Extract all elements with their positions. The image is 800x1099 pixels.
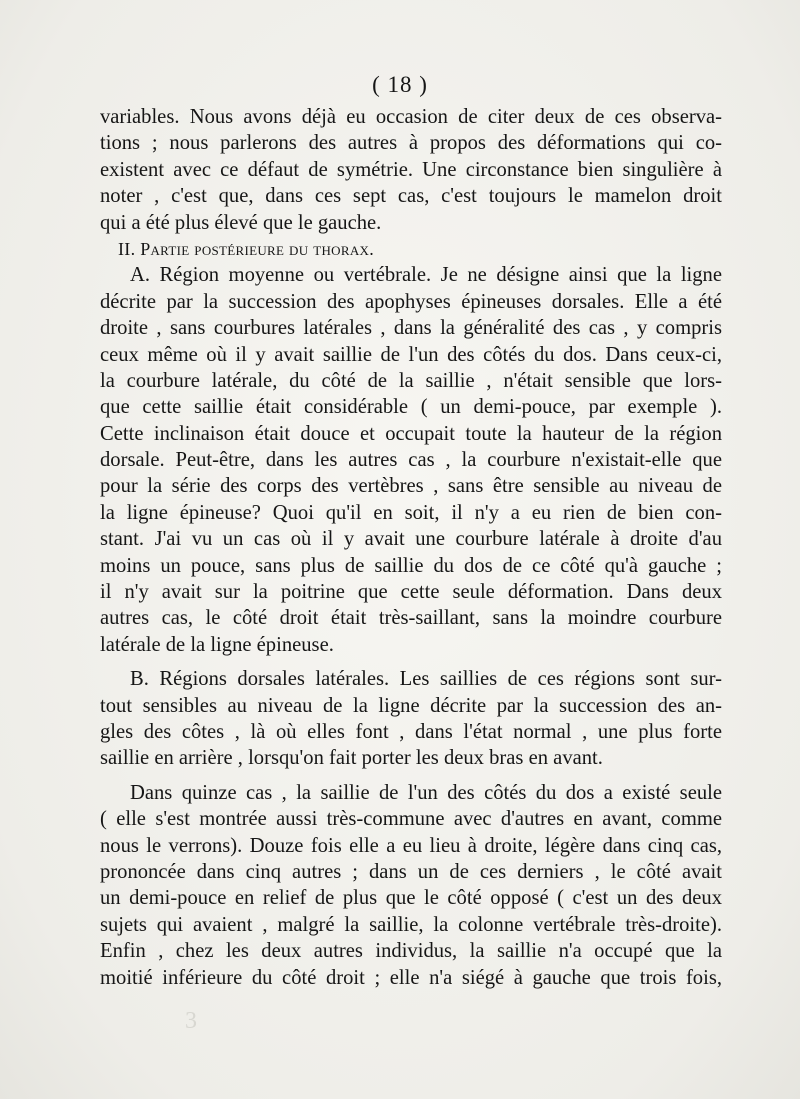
text-line: ( elle s'est montrée aussi très-commune avec d'autres en avant, comme <box>100 808 722 831</box>
text-line: Dans quinze cas , la saillie de l'un des côtés du dos a existé seule <box>130 781 722 804</box>
paragraph-gap <box>100 658 722 666</box>
text-line: il n'y avait sur la poitrine que cette seule déformation. Dans deux <box>100 581 722 604</box>
text-line: saillie en arrière , lorsqu'on fait porter les deux bras en avant. <box>100 747 603 770</box>
text-line: prononcée dans cinq autres ; dans un de ces derniers , le côté avait <box>100 860 722 883</box>
text-line: noter , c'est que, dans ces sept cas, c'est toujours le mamelon droit <box>100 185 722 208</box>
text-line: stant. J'ai vu un cas où il y avait une courbure latérale à droite d'au <box>100 528 722 551</box>
text-line: tions ; nous parlerons des autres à propos des déformations qui co- <box>100 132 722 155</box>
text-line: tout sensibles au niveau de la ligne décrite par la succession des an- <box>100 694 722 717</box>
text-line: A. Région moyenne ou vertébrale. Je ne désigne ainsi que la ligne <box>130 264 722 287</box>
section-heading: II. Partie postérieure du thorax. <box>118 238 374 259</box>
text-line: nous le verrons). Douze fois elle a eu lieu à droite, légère dans cinq cas, <box>100 834 722 857</box>
text-line: la ligne épineuse? Quoi qu'il en soit, il n'y a eu rien de bien con- <box>100 501 722 524</box>
text-line: ceux même où il y avait saillie de l'un des côtés du dos. Dans ceux-ci, <box>100 343 722 366</box>
text-line: que cette saillie était considérable ( un demi-pouce, par exemple ). <box>100 396 722 419</box>
text-line: pour la série des corps des vertèbres , sans être sensible au niveau de <box>100 475 722 498</box>
text-line: latérale de la ligne épineuse. <box>100 633 334 656</box>
bleed-through-mark: 3 <box>185 1008 197 1034</box>
text-line: B. Régions dorsales latérales. Les saillies de ces régions sont sur- <box>130 668 722 691</box>
text-line: variables. Nous avons déjà eu occasion de citer deux de ces observa- <box>100 106 722 128</box>
text-line: Enfin , chez les deux autres individus, la saillie n'a occupé que la <box>100 940 722 963</box>
text-line: gles des côtes , là où elles font , dans l'état normal , une plus forte <box>100 720 722 743</box>
text-line: droite , sans courbures latérales , dans la généralité des cas , y compris <box>100 317 722 340</box>
text-line: sujets qui avaient , malgré la saillie, la colonne vertébrale très-droite). <box>100 913 722 936</box>
text-line: Cette inclinaison était douce et occupait toute la hauteur de la région <box>100 422 722 445</box>
text-line: décrite par la succession des apophyses épineuses dorsales. Elle a été <box>100 290 722 313</box>
text-line: un demi-pouce en relief de plus que le côté opposé ( c'est un des deux <box>100 887 722 910</box>
text-line: moins un pouce, sans plus de saillie du dos de ce côté qu'à gauche ; <box>100 554 722 577</box>
text-line: moitié inférieure du côté droit ; elle n'a siégé à gauche que trois fois, <box>100 966 722 989</box>
text-line: autres cas, le côté droit était très-saillant, sans la moindre courbure <box>100 607 722 630</box>
paragraph-gap <box>100 772 722 780</box>
page-number: ( 18 ) <box>372 72 428 97</box>
text-line: dorsale. Peut-être, dans les autres cas , la courbure n'existait-elle que <box>100 449 722 472</box>
body-text <box>100 104 722 991</box>
text-line: la courbure latérale, du côté de la saillie , n'était sensible que lors- <box>100 369 722 392</box>
text-line: qui a été plus élevé que le gauche. <box>100 211 382 234</box>
text-line: existent avec ce défaut de symétrie. Une circonstance bien singulière à <box>100 158 722 181</box>
